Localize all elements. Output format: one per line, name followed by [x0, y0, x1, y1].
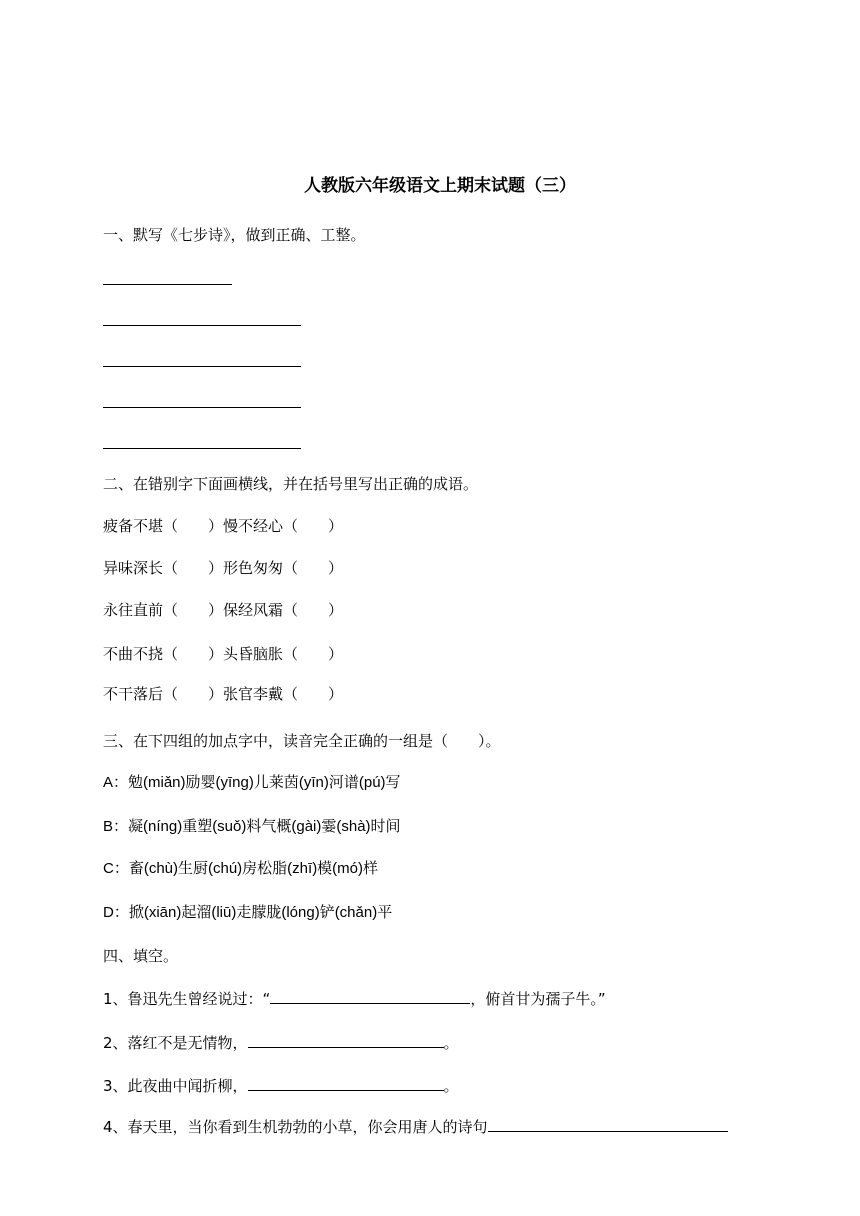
fill-item-4 [103, 1116, 728, 1138]
section1-heading: 一、默写《七步诗》，做到正确、工整。 [103, 226, 366, 244]
idiom-row-5: 不干落后（ ）张官李戴（ ） [103, 685, 344, 703]
idiom-row-3: 永往直前（ ）保经风霜（ ） [103, 601, 344, 619]
answer-blank-line-2[interactable] [103, 325, 301, 326]
fill-item-3-before: 3、此夜曲中闻折柳， [103, 1077, 248, 1095]
answer-blank-line-3[interactable] [103, 366, 301, 367]
option-b: B：凝(níng)重塑(suǒ)料气概(gài)霎(shà)时间 [103, 818, 401, 835]
idiom-row-1: 疲备不堪（ ）慢不经心（ ） [103, 517, 344, 535]
section2-heading: 二、在错别字下面画横线，并在括号里写出正确的成语。 [103, 475, 479, 493]
answer-blank-line-4[interactable] [103, 407, 301, 408]
answer-blank-line-1[interactable] [103, 284, 232, 285]
fill-item-4-before: 4、春天里，当你看到生机勃勃的小草，你会用唐人的诗句 [103, 1118, 488, 1136]
fill-item-3-after: 。 [443, 1077, 459, 1095]
fill-item-1-blank[interactable] [270, 989, 470, 1004]
idiom-row-2: 异味深长（ ）形色匆匆（ ） [103, 559, 344, 577]
idiom-row-4: 不曲不挠（ ）头昏脑胀（ ） [103, 645, 344, 663]
fill-item-2-after: 。 [443, 1034, 459, 1052]
fill-item-1-after: ，俯首甘为孺子牛。” [470, 990, 606, 1008]
fill-item-2 [103, 1032, 459, 1054]
section3-heading: 三、在下四组的加点字中，读音完全正确的一组是（ ）。 [103, 732, 501, 750]
fill-item-1-before: 1、鲁迅先生曾经说过：“ [103, 990, 271, 1008]
fill-item-4-blank[interactable] [488, 1117, 728, 1132]
fill-item-2-blank[interactable] [248, 1033, 444, 1048]
fill-item-3 [103, 1075, 459, 1097]
fill-item-2-before: 2、落红不是无情物， [103, 1034, 248, 1052]
fill-item-1 [103, 988, 606, 1010]
option-c: C：畜(chù)生厨(chú)房松脂(zhī)模(mó)样 [103, 860, 379, 877]
page-title: 人教版六年级语文上期末试题（三） [304, 176, 576, 196]
answer-blank-line-5[interactable] [103, 448, 301, 449]
section4-heading: 四、填空。 [103, 947, 179, 965]
option-a: A：勉(miǎn)励婴(yīng)儿莱茵(yīn)河谱(pú)写 [103, 774, 401, 791]
option-d: D：掀(xiān)起溜(liū)走朦胧(lóng)铲(chǎn)平 [103, 904, 393, 921]
fill-item-3-blank[interactable] [248, 1076, 444, 1091]
